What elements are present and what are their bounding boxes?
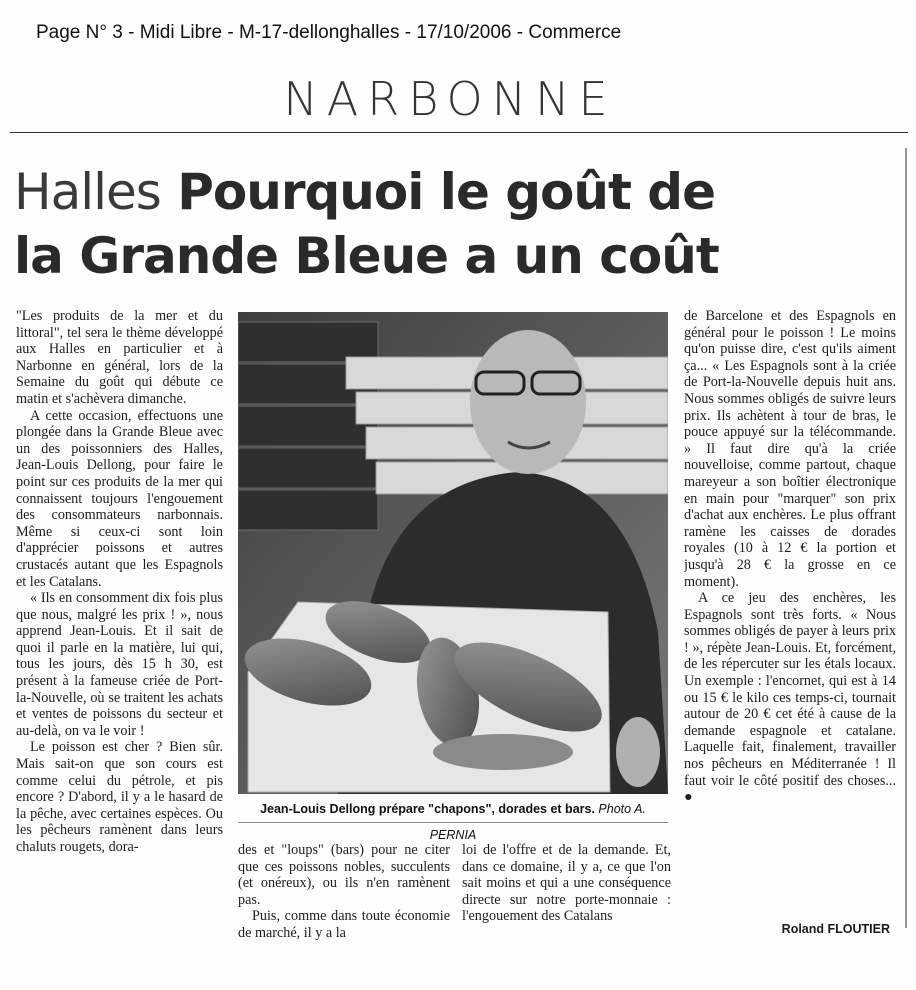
paragraph: Puis, comme dans toute économie de marché, il y a la [238, 908, 450, 941]
headline-title-line2: la Grande Bleue a un coût [14, 227, 719, 285]
paragraph: A ce jeu des enchères, les Espagnols sont très forts. « Nous sommes obligés de payer à leurs prix ! », répète Jean-Louis. Et, forcément, de les répercuter sur les étals locaux. Un exemple : l'encornet, qui est à 14 ou 15 € le kilo ces temps-ci, tournait autour de 20 € cet été à cause de la demande espagnole et catalane. Laquelle fait, finalement, travailler nos pêcheurs en Méditerranée ! Il faut voir le côté positif des choses... ● [684, 590, 896, 806]
headline [14, 160, 904, 288]
header-rule [10, 132, 908, 133]
section-title: NARBONNE [283, 72, 617, 126]
paragraph: des et "loups" (bars) pour ne citer que ces poissons nobles, succulents (et onéreux), ou ils n'en ramènent pas. [238, 842, 450, 908]
paragraph: "Les produits de la mer et du littoral", tel sera le thème développé aux Halles en particulier et à Narbonne en général, lors de la Semaine du goût qui débute ce matin et s'achèvera dimanche. [16, 308, 223, 407]
article-column-3 [462, 842, 671, 952]
paragraph: Le poisson est cher ? Bien sûr. Mais sait-on que son cours est comme celui du pétrole, et pis encore ? D'abord, il y a le hasard de la pêche, avec certaines espèces. Ou les pêcheurs ramènent dans leurs chaluts rougets, dora- [16, 739, 223, 855]
article-photo [238, 312, 668, 794]
fishmonger-photo-illustration [238, 312, 668, 794]
article-column-2 [238, 842, 450, 952]
photo-credit: Photo A. PERNIA [429, 802, 646, 842]
paragraph: « Ils en consomment dix fois plus que nous, malgré les prix ! », nous apprend Jean-Louis. Et il sait de quoi il parle en la matière, lui qui, tous les jours, dès 15 h 30, est présent à la fameuse criée de Port-la-Nouvelle, où se traitent les achats et ventes de poissons du secteur et au-delà, on va le voir ! [16, 590, 223, 739]
article-column-4 [684, 308, 896, 918]
photo-caption [238, 796, 668, 842]
photo-caption-text: Jean-Louis Dellong prépare "chapons", dorades et bars. [260, 802, 595, 816]
page-meta-line: Page N° 3 - Midi Libre - M-17-dellonghalles - 17/10/2006 - Commerce [36, 22, 622, 43]
headline-title-line1: Pourquoi le goût de [177, 163, 716, 221]
article-border [905, 148, 907, 928]
paragraph: loi de l'offre et de la demande. Et, dans ce domaine, il y a, ce que l'on sait moins et qui a une conséquence directe sur notre porte-monnaie : l'engouement des Catalans [462, 842, 671, 925]
author-signature: Roland FLOUTIER [781, 922, 890, 936]
paragraph: de Barcelone et des Espagnols en général pour le poisson ! Le moins qu'on puisse dire, c'est qu'ils aiment ça... « Les Espagnols sont à la criée de Port-la-Nouvelle depuis huit ans. Nous sommes obligés de suivre leurs prix. Ils achètent à tour de bras, le pouce appuyé sur la télécommande. » Il faut dire qu'à la criée nouvelloise, comme partout, chaque mareyeur a son boîtier électronique en main pour "marquer" son prix d'achat aux enchères. Le plus offrant ramène les caisses de dorades royales (10 à 12 € la portion et jusqu'à 28 € la grosse en ce moment). [684, 308, 896, 590]
headline-kicker: Halles [14, 163, 161, 221]
paragraph: A cette occasion, effectuons une plongée dans la Grande Bleue avec un des poissonniers des Halles, Jean-Louis Dellong, pour faire le point sur ces produits de la mer qui connaissent toujours l'engouement des consommateurs narbonnais. Même si ceux-ci sont loin d'apprécier poissons et autres crustacés autant que les Espagnols et les Catalans. [16, 407, 223, 590]
article-column-1 [16, 308, 223, 953]
